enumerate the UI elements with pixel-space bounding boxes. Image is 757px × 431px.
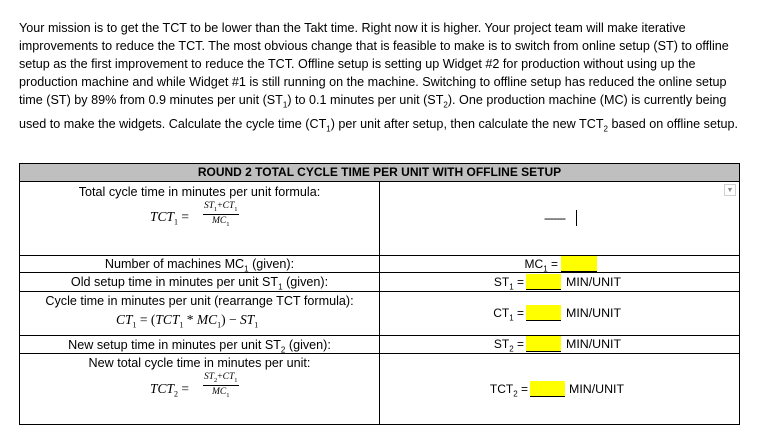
new-total-label: New total cycle time in minutes per unit:	[88, 356, 311, 370]
st1-unit: MIN/UNIT	[566, 275, 622, 289]
st2-answer-field[interactable]	[526, 336, 561, 352]
st1-equation: $ST_1$ =	[493, 275, 524, 292]
row-divider	[20, 335, 739, 336]
tct2-formula-fraction: $\frac{ST_2+CT_1}{MC_1}$	[204, 372, 238, 399]
old-setup-label: Old setup time in minutes per unit $ST_1$ (given):	[70, 275, 329, 292]
ct1-answer-field[interactable]	[526, 305, 561, 321]
cycle-time-table	[19, 163, 740, 425]
new-setup-label: New setup time in minutes per unit $ST_2$ (given):	[68, 338, 331, 355]
dropdown-arrow-icon[interactable]: ▼	[724, 184, 736, 196]
tct1-entry-field[interactable]: -------	[544, 211, 565, 225]
text-cursor	[576, 210, 577, 226]
tct2-answer-field[interactable]	[530, 381, 565, 397]
tct1-formula-fraction: $\frac{ST_1+CT_1}{MC_1}$	[204, 201, 238, 228]
tct1-formula-lhs: $TCT_1$ =	[150, 209, 190, 227]
tct2-equation: $TCT_2$ =	[489, 382, 528, 399]
formula-label: Total cycle time in minutes per unit formula:	[78, 185, 321, 199]
mc1-equation: $MC_1$ =	[524, 257, 558, 274]
ct1-equation: $CT_1$ =	[493, 306, 524, 323]
cycle-time-label: Cycle time in minutes per unit (rearrange TCT formula):	[45, 294, 354, 308]
machines-label: Number of machines $MC_1$ (given):	[104, 257, 295, 274]
tct2-formula-lhs: $TCT_2$ =	[150, 381, 190, 399]
tct2-unit: MIN/UNIT	[569, 382, 625, 396]
column-divider	[379, 182, 380, 425]
ct1-formula: $CT_1 = (TCT_1 * MC_1) - ST_1$	[116, 312, 259, 330]
st2-equation: $ST_2$ =	[493, 337, 524, 354]
st1-answer-field[interactable]	[526, 274, 561, 290]
st2-unit: MIN/UNIT	[566, 337, 622, 351]
table-header: ROUND 2 TOTAL CYCLE TIME PER UNIT WITH OFFLINE SETUP	[20, 164, 739, 182]
ct1-unit: MIN/UNIT	[566, 306, 622, 320]
mc1-answer-field[interactable]	[561, 256, 597, 272]
instructions-paragraph: Your mission is to get the TCT to be lower than the Takt time. Right now it is higher. Your project team will make iterative improvements to reduce the TCT. The most obvious change that is feasible to make is to switch from online setup (ST) to offline setup as the first improvement to reduce the TCT. Offline setup is setting up Widget #2 for production without using up the production machine and while Widget #1 is still running on the machine. Switching to offline setup has reduced the online setup time (ST) by 89% from 0.9 minutes per unit $(ST_1)$ to 0.1 minutes per unit $(ST_2)$. One production machine (MC) is currently being used to make the widgets. Calculate the cycle time $(CT_1)$ per unit after setup, then calculate the new $TCT_2$ based on offline setup.	[19, 21, 738, 134]
